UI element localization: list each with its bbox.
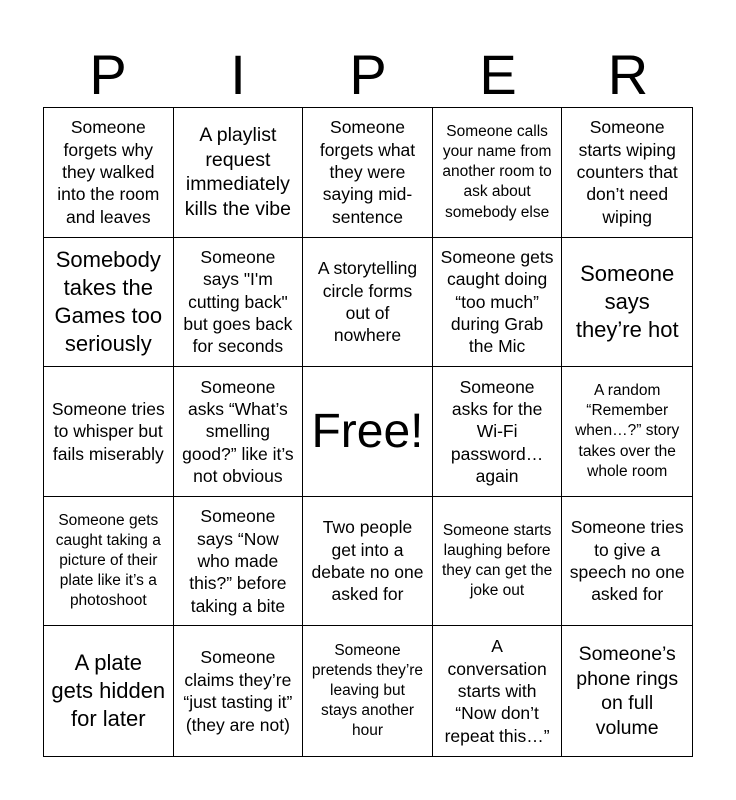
bingo-cell[interactable]: Someone claims they’re “just tasting it” (they are not) [174, 626, 304, 756]
bingo-grid [43, 107, 693, 757]
bingo-header [43, 44, 693, 106]
header-letter-3: P [349, 43, 387, 106]
bingo-cell[interactable]: Someone asks “What’s smelling good?” like it’s not obvious [174, 367, 304, 497]
bingo-cell[interactable]: Someone gets caught doing “too much” during Grab the Mic [433, 238, 563, 368]
header-letter-2: I [230, 43, 246, 106]
bingo-cell[interactable]: A random “Remember when…?” story takes over the whole room [562, 367, 692, 497]
bingo-cell[interactable]: A conversation starts with “Now don’t repeat this…” [433, 626, 563, 756]
bingo-cell[interactable]: A storytelling circle forms out of nowhere [303, 238, 433, 368]
header-letter-1: P [89, 43, 127, 106]
bingo-cell[interactable]: Someone says "I'm cutting back" but goes back for seconds [174, 238, 304, 368]
bingo-cell[interactable]: Someone tries to whisper but fails miserably [44, 367, 174, 497]
bingo-cell[interactable]: Someone’s phone rings on full volume [576, 643, 679, 739]
bingo-cell[interactable]: Someone pretends they’re leaving but stays another hour [303, 626, 433, 756]
bingo-cell[interactable]: Someone starts laughing before they can get the joke out [433, 497, 563, 627]
bingo-cell[interactable]: Someone calls your name from another room to ask about somebody else [433, 108, 563, 238]
bingo-cell[interactable]: Someone says they’re hot [562, 238, 692, 368]
bingo-cell[interactable]: Someone tries to give a speech no one asked for [562, 497, 692, 627]
bingo-cell[interactable]: Someone asks for the Wi-Fi password… again [433, 367, 563, 497]
bingo-cell[interactable]: Two people get into a debate no one asked for [303, 497, 433, 627]
bingo-cell[interactable]: Someone says “Now who made this?” before taking a bite [174, 497, 304, 627]
bingo-cell[interactable]: Someone forgets what they were saying mid-sentence [303, 108, 433, 238]
free-space-cell[interactable]: Free! [303, 367, 433, 497]
bingo-cell[interactable]: A playlist request immediately kills the vibe [174, 108, 304, 238]
bingo-cell[interactable]: A plate gets hidden for later [44, 626, 174, 756]
bingo-cell[interactable]: Someone gets caught taking a picture of their plate like it’s a photoshoot [44, 497, 174, 627]
header-letter-5: R [607, 43, 649, 106]
bingo-cell[interactable]: Someone starts wiping counters that don’t need wiping [562, 108, 692, 238]
bingo-cell[interactable]: Somebody takes the Games too seriously [44, 238, 174, 368]
header-letter-4: E [479, 43, 517, 106]
bingo-cell[interactable]: Someone forgets why they walked into the room and leaves [44, 108, 174, 238]
